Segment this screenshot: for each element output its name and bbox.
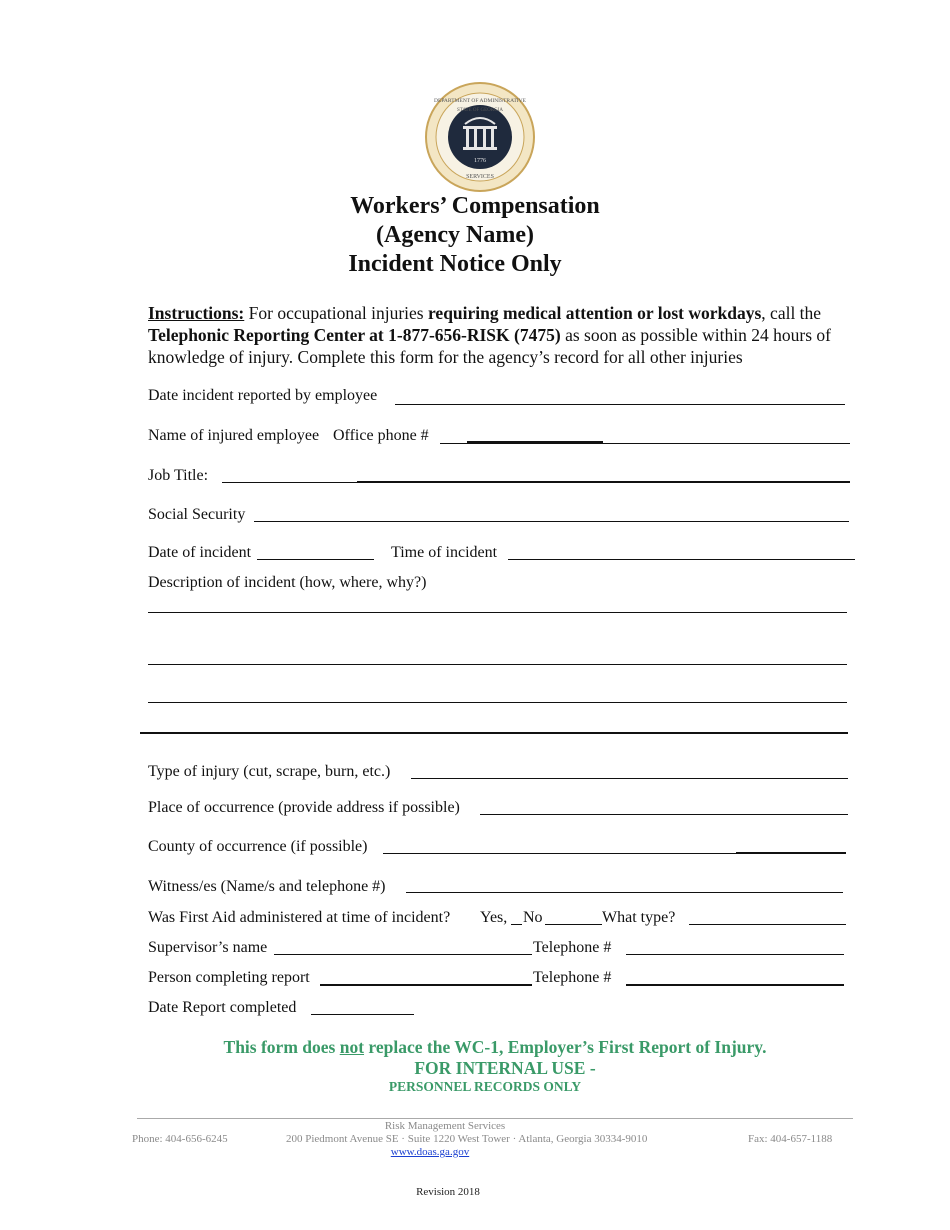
instructions: [148, 302, 860, 368]
agency-name: (Agency Name): [376, 222, 534, 248]
what-type-label: What type?: [602, 909, 676, 926]
svg-text:SERVICES: SERVICES: [466, 174, 494, 180]
witness-label: Witness/es (Name/s and telephone #): [148, 878, 386, 895]
date-completed-field[interactable]: [311, 1014, 414, 1015]
office-phone-field[interactable]: [440, 443, 850, 444]
internal-use-notice: FOR INTERNAL USE -: [414, 1058, 596, 1078]
svg-text:STATE OF GEORGIA: STATE OF GEORGIA: [457, 108, 503, 113]
date-incident-label: Date of incident: [148, 544, 252, 561]
reporting-center-phone: Telephonic Reporting Center at 1-877-656-RISK (7475): [148, 325, 561, 345]
first-aid-yes-label: Yes,: [480, 909, 508, 926]
first-aid-label: Was First Aid administered at time of incident?: [148, 909, 451, 926]
svg-text:1776: 1776: [474, 158, 486, 164]
supervisor-field[interactable]: [274, 954, 532, 955]
revision-label: Revision 2018: [416, 1186, 480, 1198]
ssn-field[interactable]: [254, 521, 849, 522]
notice-text-b: replace the WC-1, Employer’s First Report of Injury.: [364, 1037, 767, 1057]
footer-address: 200 Piedmont Avenue SE · Suite 1220 West Tower · Atlanta, Georgia 30334-9010: [286, 1133, 648, 1145]
description-line-2[interactable]: [148, 664, 847, 665]
wc1-notice: [0, 1036, 950, 1058]
svg-text:DEPARTMENT OF ADMINISTRATIVE: DEPARTMENT OF ADMINISTRATIVE: [434, 98, 526, 104]
footer-fax: Fax: 404-657-1188: [748, 1133, 833, 1145]
notice-text-a: This form does: [223, 1037, 340, 1057]
date-reported-field[interactable]: [395, 404, 845, 405]
description-line-3[interactable]: [148, 702, 847, 703]
description-line-4[interactable]: [140, 732, 848, 734]
footer-org: Risk Management Services: [384, 1120, 506, 1132]
time-incident-field[interactable]: [508, 559, 855, 560]
county-field-end[interactable]: [736, 852, 846, 854]
notice-not: not: [339, 1037, 365, 1057]
instructions-text-3: as soon as possible within 24 hours of knowledge of injury. Complete this form for the agency’s record for all other injuries: [148, 325, 831, 367]
time-incident-label: Time of incident: [391, 544, 498, 561]
first-aid-no-label: No: [523, 909, 543, 926]
employee-name-label: Name of injured employee: [148, 427, 320, 444]
job-title-field[interactable]: [357, 481, 850, 483]
person-completing-label: Person completing report: [148, 969, 310, 986]
supervisor-label: Supervisor’s name: [148, 939, 268, 956]
footer-phone: Phone: 404-656-6245: [132, 1133, 228, 1145]
date-incident-field[interactable]: [257, 559, 374, 560]
date-reported-label: Date incident reported by employee: [148, 387, 378, 404]
instructions-text-2: , call the: [761, 303, 822, 323]
county-field[interactable]: [383, 853, 736, 854]
website-link[interactable]: www.doas.ga.gov: [390, 1146, 470, 1158]
description-label: Description of incident (how, where, why?): [148, 574, 427, 591]
supervisor-phone-field[interactable]: [626, 954, 844, 955]
instructions-text-1: For occupational injuries: [244, 303, 428, 323]
description-line-1[interactable]: [148, 612, 847, 613]
office-phone-label: Office phone #: [333, 427, 429, 444]
form-subtitle: Incident Notice Only: [348, 251, 562, 277]
form-title: Workers’ Compensation: [350, 193, 600, 219]
job-title-field-a[interactable]: [222, 482, 357, 483]
injury-type-field[interactable]: [411, 778, 848, 779]
person-completing-field[interactable]: [320, 984, 532, 986]
witness-field[interactable]: [406, 892, 843, 893]
instructions-label: Instructions:: [148, 303, 245, 323]
job-title-label: Job Title:: [148, 467, 209, 484]
employee-name-field[interactable]: [467, 441, 603, 443]
place-label: Place of occurrence (provide address if possible): [148, 799, 460, 816]
georgia-doas-seal: [425, 82, 535, 192]
ssn-label: Social Security: [148, 506, 246, 523]
footer-divider: [137, 1118, 853, 1119]
place-field[interactable]: [480, 814, 848, 815]
personnel-records-notice: PERSONNEL RECORDS ONLY: [388, 1079, 582, 1094]
first-aid-yes-field[interactable]: [511, 924, 522, 925]
instructions-bold-1: requiring medical attention or lost workdays: [427, 303, 762, 323]
person-phone-field[interactable]: [626, 984, 844, 986]
first-aid-no-field[interactable]: [545, 924, 602, 925]
county-label: County of occurrence (if possible): [148, 838, 368, 855]
injury-type-label: Type of injury (cut, scrape, burn, etc.): [148, 763, 391, 780]
person-phone-label: Telephone #: [533, 969, 612, 986]
date-completed-label: Date Report completed: [148, 999, 297, 1016]
what-type-field[interactable]: [689, 924, 846, 925]
supervisor-phone-label: Telephone #: [533, 939, 612, 956]
